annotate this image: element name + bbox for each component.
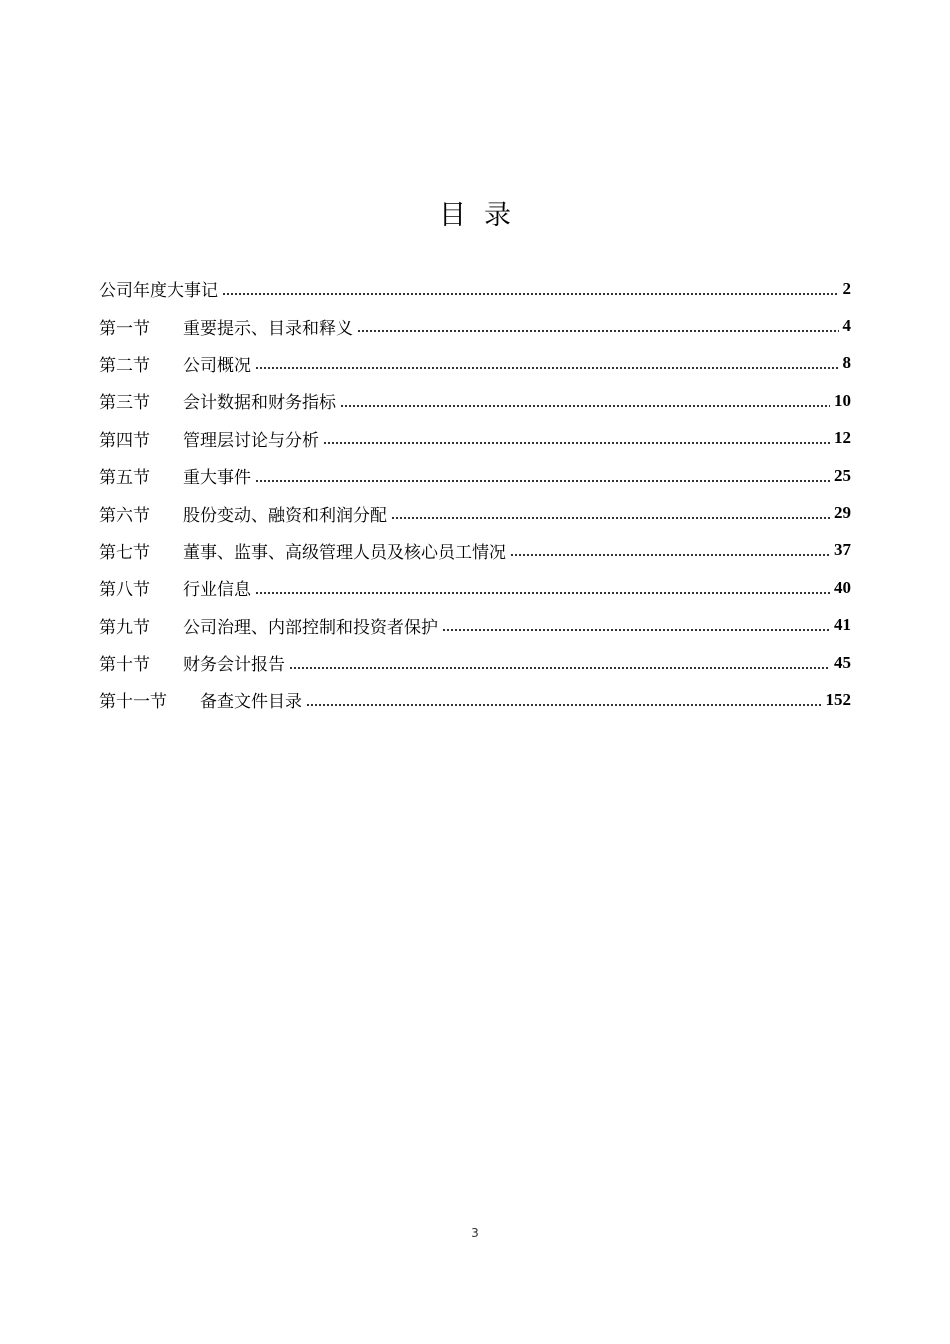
toc-entry-section-8[interactable] [99, 569, 851, 606]
dot-leader [255, 354, 839, 372]
toc-entry-page: 4 [842, 316, 851, 336]
page-number: 3 [471, 1226, 479, 1240]
toc-entry-section: 第七节 [99, 542, 150, 563]
toc-entry-page: 45 [834, 652, 851, 672]
toc-entry-page: 12 [834, 428, 851, 448]
dot-leader [510, 541, 830, 559]
toc-entry-section: 第八节 [99, 580, 150, 601]
dot-leader [391, 504, 830, 522]
toc-entry-page: 37 [834, 540, 851, 560]
toc-entry-page: 2 [842, 278, 851, 298]
dot-leader [222, 280, 839, 298]
toc-entry-section-2[interactable] [99, 345, 851, 382]
toc-entry-section: 第三节 [99, 393, 150, 414]
dot-leader [340, 392, 830, 410]
toc-entry-section-4[interactable] [99, 420, 851, 457]
toc-entry-page: 41 [834, 615, 851, 635]
page-title: 目录 [439, 200, 529, 231]
toc-entry-title: 管理层讨论与分析 [183, 430, 319, 451]
toc-entry-section-6[interactable] [99, 494, 851, 531]
table-of-contents [99, 270, 851, 719]
toc-entry-annual-events[interactable] [99, 270, 851, 307]
toc-entry-section: 第十节 [99, 655, 150, 676]
dot-leader [289, 654, 830, 672]
toc-entry-title: 董事、监事、高级管理人员及核心员工情况 [183, 542, 506, 563]
toc-entry-page: 40 [834, 577, 851, 597]
toc-entry-section: 第五节 [99, 468, 150, 489]
toc-entry-section-9[interactable] [99, 607, 851, 644]
toc-entry-title: 行业信息 [183, 580, 251, 601]
toc-entry-page: 25 [834, 465, 851, 485]
toc-entry-page: 29 [834, 503, 851, 523]
toc-entry-section: 第二节 [99, 355, 150, 376]
dot-leader [357, 317, 839, 335]
toc-entry-section: 第一节 [99, 318, 150, 339]
toc-entry-section: 第九节 [99, 617, 150, 638]
toc-entry-section-3[interactable] [99, 382, 851, 419]
dot-leader [442, 616, 830, 634]
toc-entry-section: 第十一节 [99, 692, 167, 713]
toc-entry-title: 公司概况 [183, 355, 251, 376]
toc-entry-section-11[interactable] [99, 681, 851, 718]
toc-entry-title: 会计数据和财务指标 [183, 393, 336, 414]
toc-entry-title: 备查文件目录 [200, 692, 302, 713]
dot-leader [255, 579, 830, 597]
toc-entry-page: 8 [842, 353, 851, 373]
toc-entry-section-1[interactable] [99, 307, 851, 344]
dot-leader [255, 467, 830, 485]
toc-entry-section-5[interactable] [99, 457, 851, 494]
toc-entry-section-10[interactable] [99, 644, 851, 681]
toc-entry-title: 重大事件 [183, 468, 251, 489]
dot-leader [306, 691, 822, 709]
toc-entry-title: 股份变动、融资和利润分配 [183, 505, 387, 526]
toc-entry-title: 公司治理、内部控制和投资者保护 [183, 617, 438, 638]
toc-entry-section: 第六节 [99, 505, 150, 526]
toc-entry-page: 10 [834, 390, 851, 410]
toc-entry-section-7[interactable] [99, 532, 851, 569]
toc-entry-section: 第四节 [99, 430, 150, 451]
toc-entry-title: 财务会计报告 [183, 655, 285, 676]
dot-leader [323, 429, 830, 447]
toc-entry-title: 公司年度大事记 [99, 281, 218, 302]
toc-entry-title: 重要提示、目录和释义 [183, 318, 353, 339]
toc-entry-page: 152 [825, 689, 851, 709]
